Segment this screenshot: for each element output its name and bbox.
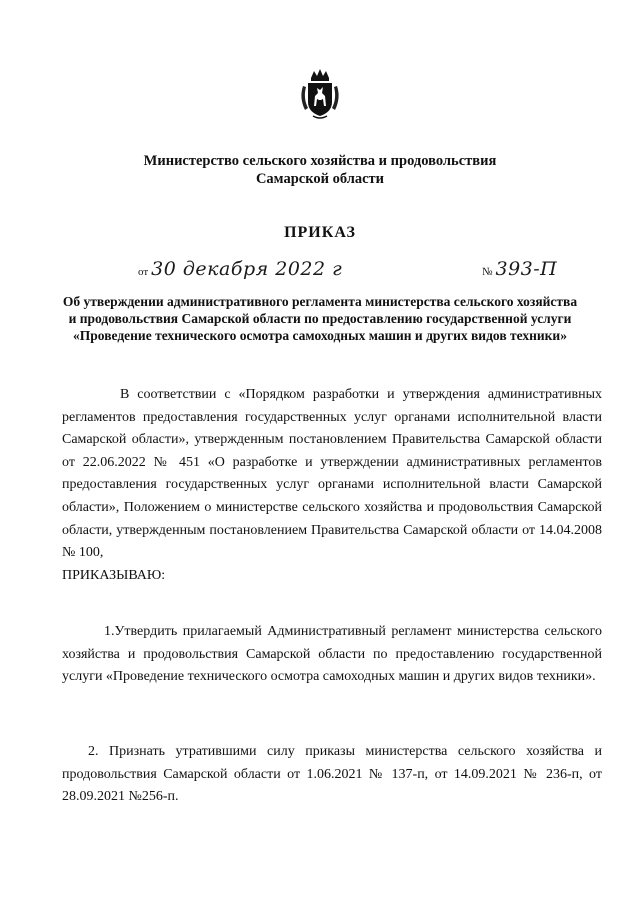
handwritten-date: 30 декабря 2022 г bbox=[151, 258, 343, 280]
order-subject: Об утверждении административного регламента министерства сельского хозяйства и продовольствия Самарской области по предоставлению государственной услуги «Проведение технического осмотра самоходных машин и других видов техники» bbox=[62, 294, 578, 343]
order-item-1-text: 1.Утвердить прилагаемый Административный регламент министерства сельского хозяйства и продовольствия Самарской области по предоставлению государственной услуги «Проведение технического осмотра самоходных машин и других видов техники». bbox=[62, 624, 602, 685]
order-directive: ПРИКАЗЫВАЮ: bbox=[62, 567, 166, 583]
date-prefix: от bbox=[138, 266, 149, 278]
ministry-name: Министерство сельского хозяйства и продовольствия bbox=[143, 153, 497, 169]
order-number bbox=[482, 258, 557, 280]
order-item-2 bbox=[62, 741, 602, 809]
handwritten-number: 393-П bbox=[495, 258, 558, 280]
number-prefix: № bbox=[482, 266, 493, 278]
samara-coat-of-arms-icon bbox=[297, 66, 343, 120]
preamble-text: В соответствии с «Порядком разработки и утверждения административных регламентов предоставления государственных услуг органами исполнительной власти Самарской области», утвержденным постановлением Правительства Самарской области от 22.06.2022 № 451 «О разработке и утверждении административных регламентов предоставления государственных услуг органами исполнительной власти Самарской области», Положением о министерстве сельского хозяйства и продовольствия Самарской области, утвержденным постановлением Правительства Самарской области от 14.04.2008 № 100, bbox=[62, 387, 602, 561]
preamble-paragraph bbox=[62, 384, 602, 587]
document-title: ПРИКАЗ bbox=[284, 224, 356, 241]
ministry-region: Самарской области bbox=[255, 171, 385, 187]
order-item-2-text: 2. Признать утратившими силу приказы министерства сельского хозяйства и продовольствия Самарской области от 1.06.2021 № 137-п, от 14.09.2021 № 236-п, от 28.09.2021 №256-п. bbox=[62, 744, 602, 805]
order-date bbox=[138, 258, 342, 280]
order-item-1 bbox=[62, 621, 602, 689]
